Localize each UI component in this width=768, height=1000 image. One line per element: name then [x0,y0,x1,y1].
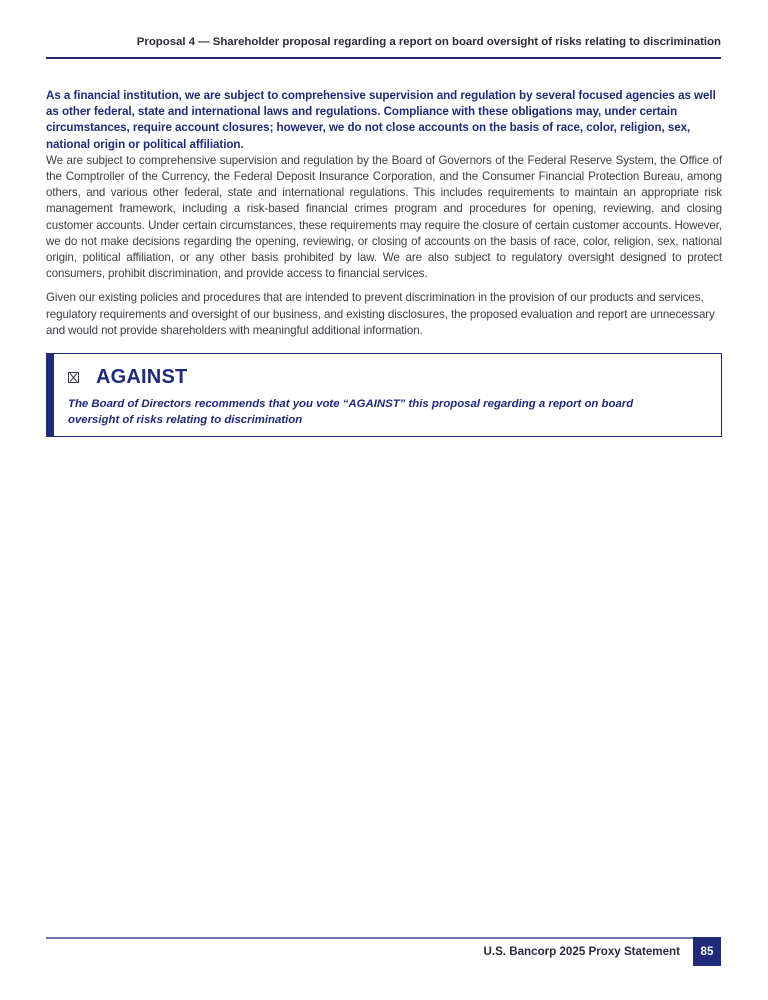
recommendation-text: The Board of Directors recommends that you vote “AGAINST” this proposal regarding a report on board oversight of risks relating to discrimination [68,398,634,426]
footer-divider [46,937,694,939]
checkbox-x-icon [68,372,79,383]
body-paragraph: Given our existing policies and procedures that are intended to prevent discrimination in the provision of our products and services, regulatory requirements and oversight of our business, and existing disclosures, the proposed evaluation and report are unnecessary and would not provide shareholders with meaningful additional information. [46,291,715,337]
body-paragraph: We are subject to comprehensive supervision and regulation by the Board of Governors of the Federal Reserve System, the Office of the Comptroller of the Currency, the Federal Deposit Insurance Corporation, and the Consumer Financial Protection Bureau, among others, and various other federal, state and international regulations. This includes requirements to maintain an appropriate risk management framework, including a risk-based financial crimes program and procedures for opening, reviewing, and closing customer accounts. Under certain circumstances, these requirements may require the closure of certain customer accounts. However, we do not make decisions regarding the opening, reviewing, or closing of accounts on the basis of race, color, religion, sex, national origin, political affiliation, or any other basis prohibited by law. We are also subject to regulatory oversight designed to protect consumers, prohibit discrimination, and provide access to financial services. [46,153,722,281]
lead-statement: As a financial institution, we are subject to comprehensive supervision and regulation by several focused agencies as well as other federal, state and international laws and regulations. Compliance with these obligations may, under certain circumstances, require account closures; however, we do not close accounts on the basis of race, color, religion, sex, national origin or political affiliation. [46,89,716,151]
board-recommendation-box [46,353,722,437]
footer-title: U.S. Bancorp 2025 Proxy Statement [483,945,680,958]
page-number: 85 [693,937,721,966]
vote-label: AGAINST [96,366,188,388]
main-content [46,88,722,339]
recommendation-heading [68,366,187,389]
header-divider [46,57,721,59]
page-header-title: Proposal 4 — Shareholder proposal regarding a report on board oversight of risks relating to discrimination [136,36,721,48]
